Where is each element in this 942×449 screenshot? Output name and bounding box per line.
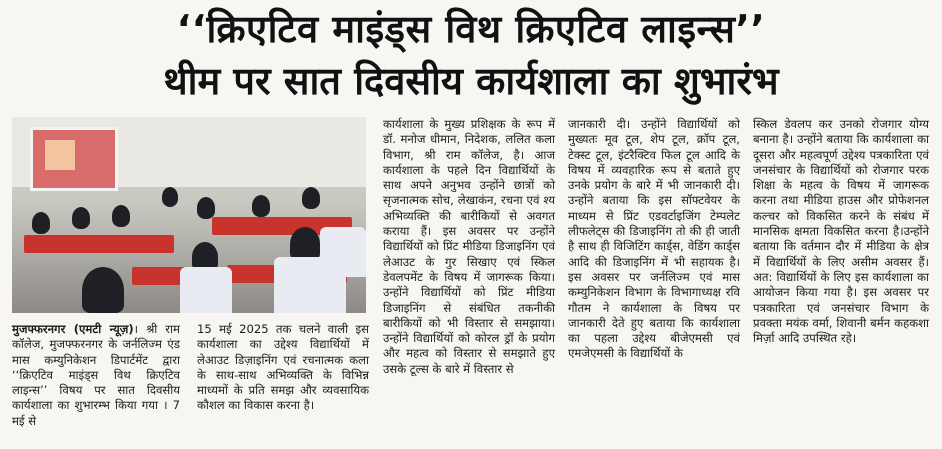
article-column-2 [197, 322, 369, 414]
article-column-3-text: कार्यशाला के मुख्य प्रशिक्षक के रूप में डॉ. मनोज धीमान, निदेशक, ललित कला विभाग, श्री राम कॉलेज, है। आज कार्यशाला के पहले दिन विद्यार्थियों के साथ अपने अनुभव उन्होंने छात्रों को सृजनात्मक सोच, लेखाकंन, रचना एवं श्य अभिव्यक्ति की बारीकियों से अवगत कराया हैं। इस अवसर पर उन्होंने विद्यार्थियों को प्रिंट मीडिया डिजाइनिंग एवं लेआउट के गुर सिखाए एवं स्किल डेवलपमेंट के विषय में जागरूक किया। उन्होंने विद्यार्थियों को प्रिंट मीडिया डिजाइनिंग से संबंधित तकनीकी बारीकियों को भी विस्तार से समझाया। उन्होंने विद्यार्थियों को कोरल ड्रॉ के प्रयोग और महत्व को विस्तार से समझाते हुए उसके टूल्स के बारे में विस्तार से [383, 117, 555, 376]
headline-line-2: थीम पर सात दिवसीय कार्यशाला का शुभारंभ [163, 59, 779, 103]
article-column-2-text: 15 मई 2025 तक चलने वाली इस कार्यशाला का उद्देश्य विद्यार्थियों में लेआउट डिज़ाइनिंग एवं रचनात्मक कला के साथ-साथ अभिव्यक्ति के विभिन्न माध्यमों के प्रति समझ और व्यवसायिक कौशल का विकास करना है। [197, 322, 369, 413]
classroom-photo [12, 117, 366, 313]
article-column-4-text: जानकारी दी। उन्होंने विद्यार्थियों को मुख्यतः मूव टूल, शेप टूल, क्रॉप टूल, टेक्स्ट टूल, इंटरैक्टिव फिल टूल आदि के विषय में व्यवहारिक रूप से बताते हुए उनके प्रयोग के बारे में भी जानकारी दी। उन्होंने बताया कि इस सॉफ्टवेयर के माध्यम से प्रिंट एडवर्टाइजिंग टेम्पलेट लीफलेट्स की डिजाइनिंग तो की ही जाती है साथ ही विजिटिंग कार्ड्स, वेडिंग कार्ड्स आदि की डिजाइनिंग में भी सहायक है। इस अवसर पर जर्नलिज्म एवं मास कम्युनिकेशन विभाग के विभागाध्यक्ष रवि गौतम ने कार्यशाला के विषय पर जानकारी देते हुए बताया कि कार्यशाला का पहला उद्देश्य बीजेएमसी एवं एमजेएमसी के विद्यार्थियों के [568, 117, 740, 361]
article-column-5-text: स्किल डेवलप कर उनको रोजगार योग्य बनाना है। उन्होंने बताया कि कार्यशाला का दूसरा और महत्वपूर्ण उद्देश्य पत्रकारिता एवं जनसंचार के विद्यार्थियों को रोजगार परक शिक्षा के महत्व के विषय में जागरूक करना तथा मीडिया हाउस और प्रोफेशनल कल्चर को विकसित करने के संबंध में मानसिक क्षमता विकसित करना है।उन्होंने बताया कि वर्तमान दौर में मीडिया के क्षेत्र में विद्यार्थियों के लिए असीम अवसर हैं। अत: विद्यार्थियों के लिए इस कार्यशाला का आयोजन किया गया है। इस अवसर पर पत्रकारिता एवं जनसंचार विभाग के प्रवक्ता मयंक वर्मा, शिवानी बर्मन कहकशा मिर्ज़ा आदि उपस्थित रहे। [753, 117, 929, 346]
article-column-1-text: । श्री राम कॉलेज, मुजफ्फरनगर के जर्नलिज्म एंड मास कम्युनिकेशन डिपार्टमेंट द्वारा ‘‘क्रिएटिव माइंड्स विथ क्रिएटिव लाइन्स’’ विषय पर सात दिवसीय कार्यशाला का शुभारम्भ किया गया । 7 मई से [12, 322, 180, 428]
dateline: मुजफ्फरनगर (एमटी न्यूज़) [12, 322, 134, 336]
headline-line-1: ‘‘क्रिएटिव माइंड्स विथ क्रिएटिव लाइन्स’’ [176, 7, 766, 51]
article-column-5 [753, 117, 929, 346]
article-column-3 [383, 117, 555, 377]
article-column-1 [12, 322, 180, 429]
projector-screen-icon [30, 127, 118, 191]
article-column-4 [568, 117, 740, 362]
